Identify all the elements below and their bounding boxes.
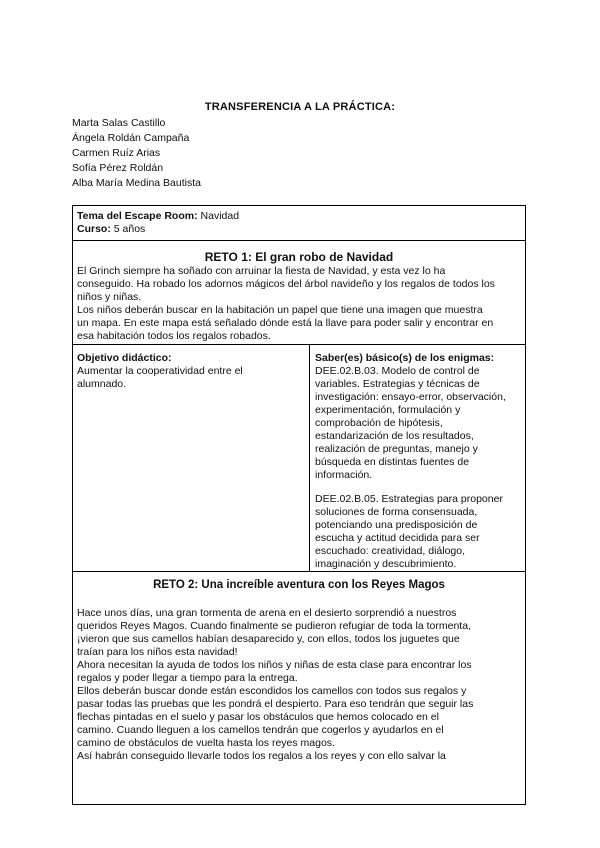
text-line: Así habrán conseguido llevarle todos los regalos a los reyes y con ello salvar la bbox=[77, 750, 446, 762]
text-line: niños y niñas. bbox=[77, 291, 142, 303]
text-line: información. bbox=[315, 469, 373, 481]
objetivo-heading: Objetivo didáctico: bbox=[77, 352, 172, 364]
reto1-title: RETO 1: El gran robo de Navidad bbox=[204, 250, 394, 264]
text-line: un mapa. En este mapa está señalado dónde está la llave para poder salir y encontrar en bbox=[77, 317, 494, 329]
text-line: flechas pintadas en el suelo y pasar los obstáculos que hemos colocado en el bbox=[77, 711, 439, 723]
text-line: conseguido. Ha robado los adornos mágicos del árbol navideño y los regalos de todos los bbox=[77, 278, 495, 290]
author-name: Marta Salas Castillo bbox=[72, 117, 166, 129]
tema-label: Tema del Escape Room: bbox=[77, 210, 198, 222]
table-divider bbox=[73, 571, 525, 572]
text-line: traían para los niños esta navidad! bbox=[77, 646, 238, 658]
text-line: búsqueda en distintas fuentes de bbox=[315, 456, 470, 468]
text-line: Ahora necesitan la ayuda de todos los niños y niñas de esta clase para encontrar los bbox=[77, 659, 472, 671]
text-line: Hace unos días, una gran tormenta de arena en el desierto sorprendió a nuestros bbox=[77, 607, 457, 619]
column-divider bbox=[309, 344, 310, 571]
author-name: Alba María Medina Bautista bbox=[72, 177, 201, 189]
page-title: TRANSFERENCIA A LA PRÁCTICA: bbox=[204, 101, 396, 113]
text-line: camino de obstáculos de vuelta hasta los reyes magos. bbox=[77, 737, 335, 749]
reto2-description bbox=[77, 607, 523, 763]
text-line: DEE.02.B.03. Modelo de control de bbox=[315, 365, 480, 377]
reto1-description bbox=[77, 265, 523, 343]
text-line: DEE.02.B.05. Estrategias para proponer bbox=[315, 493, 503, 505]
table-divider bbox=[73, 344, 525, 345]
text-line: alumnado. bbox=[77, 378, 127, 390]
saber-block-1 bbox=[315, 365, 521, 482]
text-line: realización de preguntas, manejo y bbox=[315, 443, 478, 455]
author-name: Ángela Roldán Campaña bbox=[72, 132, 190, 144]
text-line: escucha y actitud decidida para ser bbox=[315, 532, 480, 544]
text-line: imaginación y descubrimiento. bbox=[315, 558, 457, 570]
text-line: experimentación, formulación y bbox=[315, 404, 461, 416]
text-line: Aumentar la cooperatividad entre el bbox=[77, 365, 243, 377]
saber-block-2 bbox=[315, 493, 521, 571]
reto2-title: RETO 2: Una increíble aventura con los Reyes Magos bbox=[153, 579, 445, 591]
author-list bbox=[72, 116, 201, 191]
text-line: escuchado: creatividad, diálogo, bbox=[315, 545, 466, 557]
text-line: ¡vieron que sus camellos habían desaparecido y, con ellos, todos los juguetes que bbox=[77, 633, 460, 645]
text-line: regalos y poder llegar a tiempo para la entrega. bbox=[77, 672, 298, 684]
text-line: variables. Estrategias y técnicas de bbox=[315, 378, 480, 390]
saberes-heading: Saber(es) básico(s) de los enigmas: bbox=[315, 352, 495, 364]
text-line: estandarización de los resultados, bbox=[315, 430, 474, 442]
text-line: esa habitación todos los regalos robados. bbox=[77, 330, 271, 342]
author-name: Sofía Pérez Roldán bbox=[72, 162, 164, 174]
escape-room-table bbox=[72, 205, 526, 805]
text-line: El Grinch siempre ha soñado con arruinar la fiesta de Navidad, y esta vez lo ha bbox=[77, 265, 446, 277]
text-line: queridos Reyes Magos. Cuando finalmente se pudieron refugiar de toda la tormenta, bbox=[77, 620, 471, 632]
info-cell bbox=[77, 210, 239, 236]
table-divider bbox=[73, 240, 525, 241]
text-line: Ellos deberán buscar donde están escondidos los camellos con todos sus regalos y bbox=[77, 685, 467, 697]
text-line: comprobación de hipótesis, bbox=[315, 417, 443, 429]
text-line: camino. Cuando lleguen a los camellos tendrán que cogerlos y ayudarlos en el bbox=[77, 724, 444, 736]
text-line: Los niños deberán buscar en la habitación un papel que tiene una imagen que muestra bbox=[77, 304, 483, 316]
tema-value: Navidad bbox=[200, 210, 240, 222]
text-line: potenciando una predisposición de bbox=[315, 519, 478, 531]
objetivo-text bbox=[77, 365, 297, 391]
author-name: Carmen Ruíz Arias bbox=[72, 147, 161, 159]
text-line: soluciones de forma consensuada, bbox=[315, 506, 478, 518]
text-line: pasar todas las pruebas que les pondrá el despierto. Para eso tendrán que seguir las bbox=[77, 698, 474, 710]
curso-value: 5 años bbox=[113, 223, 146, 235]
curso-label: Curso: bbox=[77, 223, 111, 235]
text-line: investigación: ensayo-error, observación, bbox=[315, 391, 506, 403]
